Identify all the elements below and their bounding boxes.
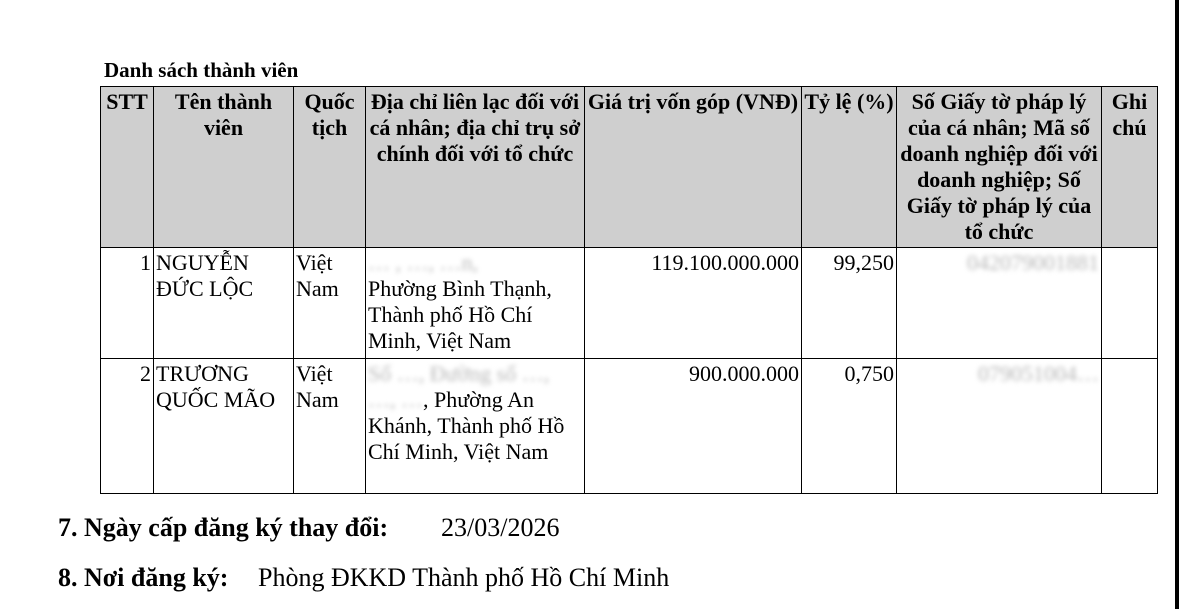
redacted-address-text: Số …, Đường số …,: [368, 361, 550, 386]
cell-address: [366, 248, 585, 359]
table-row: [101, 248, 1158, 359]
cell-legal-id: [897, 248, 1102, 359]
cell-capital: 900.000.000: [585, 359, 802, 494]
redacted-legal-id: 042079001881: [967, 250, 1099, 275]
registration-date-label: 7. Ngày cấp đăng ký thay đổi:: [58, 513, 389, 542]
cell-legal-id: [897, 359, 1102, 494]
redacted-address-text: … , …, …n,: [368, 250, 478, 275]
redacted-legal-id: 079051004…: [978, 361, 1099, 386]
table-header-row: [101, 87, 1158, 248]
redacted-address-text-2: …, …: [368, 387, 423, 412]
page-edge-rule: [1175, 0, 1179, 609]
cell-nationality: Việt Nam: [294, 248, 366, 359]
address-text: , Phường An Khánh, Thành phố Hồ Chí Minh, Việt Nam: [368, 387, 565, 464]
header-nationality: Quốc tịch: [294, 87, 366, 248]
header-note: Ghi chú: [1102, 87, 1158, 248]
registration-place-line: [58, 563, 670, 593]
header-capital: Giá trị vốn góp (VNĐ): [585, 87, 802, 248]
header-member-name: Tên thành viên: [154, 87, 294, 248]
table-row: [101, 359, 1158, 494]
header-legal-id: Số Giấy tờ pháp lý của cá nhân; Mã số doanh nghiệp đối với doanh nghiệp; Số Giấy tờ pháp lý của tổ chức: [897, 87, 1102, 248]
cell-stt: 2: [101, 359, 154, 494]
registration-date-line: [58, 513, 560, 543]
cell-nationality: Việt Nam: [294, 359, 366, 494]
cell-member-name: TRƯƠNG QUỐC MÃO: [154, 359, 294, 494]
registration-place-label: 8. Nơi đăng ký:: [58, 563, 229, 592]
header-address: Địa chỉ liên lạc đối với cá nhân; địa chỉ trụ sở chính đối với tổ chức: [366, 87, 585, 248]
members-table: [100, 86, 1158, 494]
cell-address: [366, 359, 585, 494]
cell-member-name: NGUYỄN ĐỨC LỘC: [154, 248, 294, 359]
cell-ratio: 99,250: [802, 248, 897, 359]
address-text: Phường Bình Thạnh, Thành phố Hồ Chí Minh, Việt Nam: [368, 276, 552, 353]
registration-date-value: 23/03/2026: [441, 513, 560, 542]
cell-ratio: 0,750: [802, 359, 897, 494]
header-stt: STT: [101, 87, 154, 248]
cell-stt: 1: [101, 248, 154, 359]
registration-place-value: Phòng ĐKKD Thành phố Hồ Chí Minh: [258, 563, 670, 592]
cell-note: [1102, 248, 1158, 359]
section-title: Danh sách thành viên: [104, 58, 299, 82]
header-ratio: Tỷ lệ (%): [802, 87, 897, 248]
cell-capital: 119.100.000.000: [585, 248, 802, 359]
cell-note: [1102, 359, 1158, 494]
